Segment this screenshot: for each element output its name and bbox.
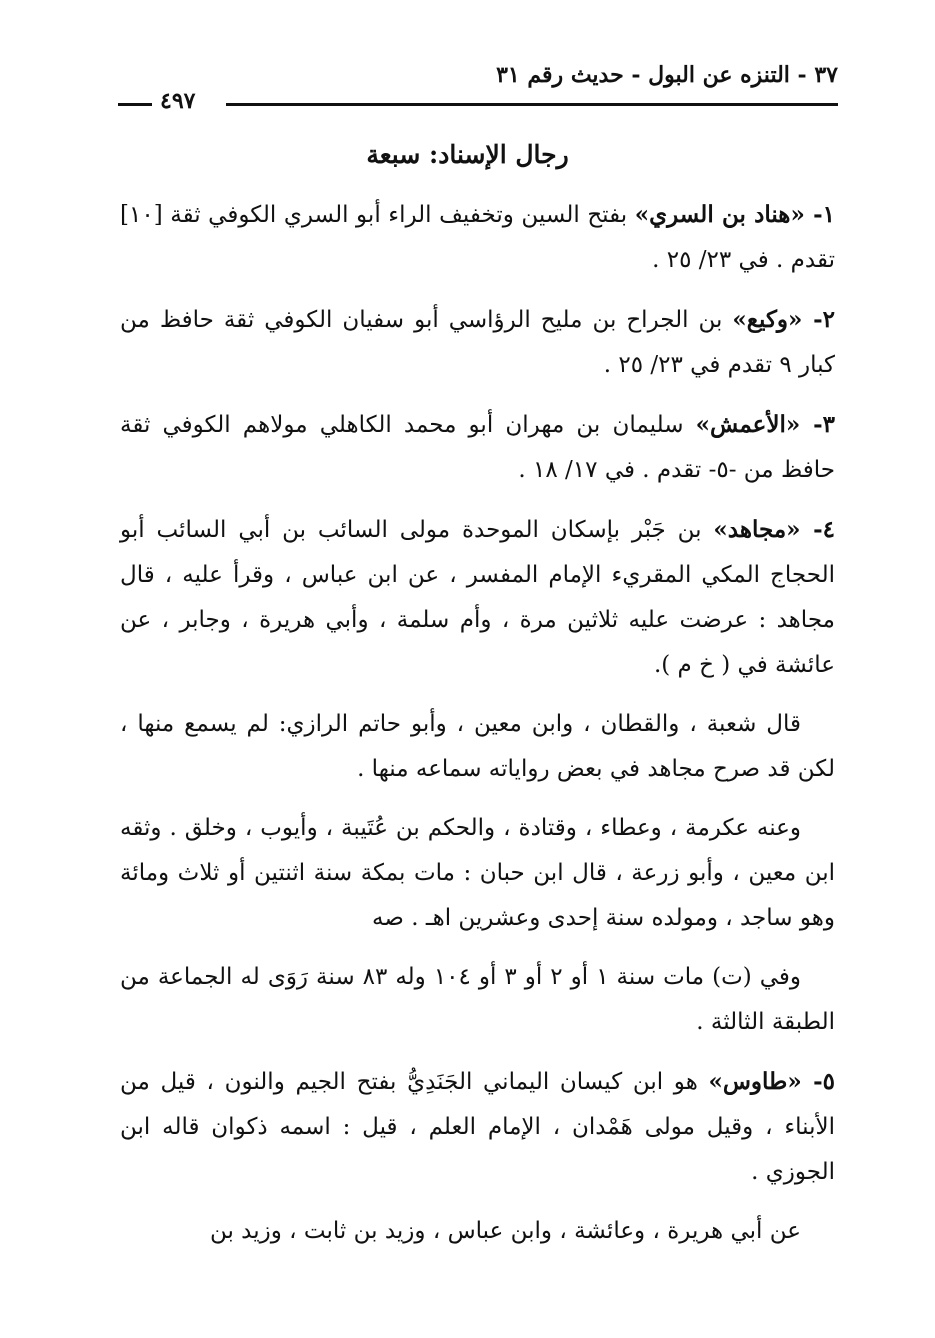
body-text [120,192,835,1260]
commentary-paragraph [120,1209,835,1254]
header-rule-left [118,103,152,106]
page-number: ٤٩٧ [156,88,199,114]
section-title: رجال الإسناد: سبعة [366,140,569,169]
page-header [118,62,838,114]
name-close: » [695,411,711,438]
name-close: » [708,1068,723,1095]
narrator-4 [120,507,835,688]
paragraph-text: عن أبي هريرة ، وعائشة ، وابن عباس ، وزيد بن ثابت ، وزيد بن [209,1218,801,1244]
narrator-description: بن جَبْر بإسكان الموحدة مولى السائب بن أبي السائب أبو الحجاج المكي المقريء الإمام المفسر ، عن ابن عباس ، وقرأ عليه ، قال مجاهد : عرضت عليه ثلاثين مرة ، وأم سلمة ، وأبي هريرة ، وجابر ، عن عائشة في ( خ م ). [120,517,835,678]
header-rule-right [226,103,838,106]
narrator-name: مجاهد [727,516,787,543]
commentary-paragraph [120,955,835,1045]
running-header-title: ٣٧ - التنزه عن البول - حديث رقم ٣١ [496,62,838,88]
item-number: ٢- « [788,306,835,333]
narrator-name: طاوس [722,1068,788,1095]
item-number: ٥- « [787,1068,835,1095]
narrator-3 [120,402,835,493]
commentary-paragraph [120,702,835,792]
narrator-description: سليمان بن مهران أبو محمد الكاهلي مولاهم الكوفي ثقة حافظ من -٥- تقدم . في ١٧/ ١٨ . [120,412,835,483]
narrator-description: هو ابن كيسان اليماني الجَنَدِيُّ بفتح الجيم والنون ، قيل من الأبناء ، وقيل مولى هَمْدان ، الإمام العلم ، قيل : اسمه ذكوان قاله ابن الجوزي . [120,1069,835,1185]
item-number: ١- « [790,201,835,228]
name-close: » [732,306,747,333]
paragraph-text: قال شعبة ، والقطان ، وابن معين ، وأبو حاتم الرازي: لم يسمع منها ، لكن قد صرح مجاهد في بعض رواياته سماعه منها . [120,711,835,782]
item-number: ٤- « [786,516,836,543]
paragraph-text: وعنه عكرمة ، وعطاء ، وقتادة ، والحكم بن عُتَيبة ، وأيوب ، وخلق . وثقه ابن معين ، وأبو زرعة ، قال ابن حبان : مات بمكة سنة اثنتين أو ثلاث ومائة وهو ساجد ، ومولده سنة إحدى وعشرين اهـ . صه [120,815,835,931]
name-close: » [634,201,650,228]
narrator-description: بن الجراح بن مليح الرؤاسي أبو سفيان الكوفي ثقة حافظ من كبار ٩ تقدم في ٢٣/ ٢٥ . [120,307,835,378]
narrator-1 [120,192,835,283]
commentary-paragraph [120,806,835,941]
narrator-2 [120,297,835,388]
narrator-name: الأعمش [710,411,786,438]
name-close: » [713,516,728,543]
narrator-name: وكيع [746,306,789,333]
item-number: ٣- « [785,411,835,438]
narrator-5 [120,1059,835,1195]
paragraph-text: وفي (ت) مات سنة ١ أو ٢ أو ٣ أو ١٠٤ وله ٨٣ سنة رَوَى له الجماعة من الطبقة الثالثة . [120,964,835,1035]
narrator-description: بفتح السين وتخفيف الراء أبو السري الكوفي ثقة [١٠] تقدم . في ٢٣/ ٢٥ . [120,202,835,273]
narrator-name: هناد بن السري [649,201,791,228]
